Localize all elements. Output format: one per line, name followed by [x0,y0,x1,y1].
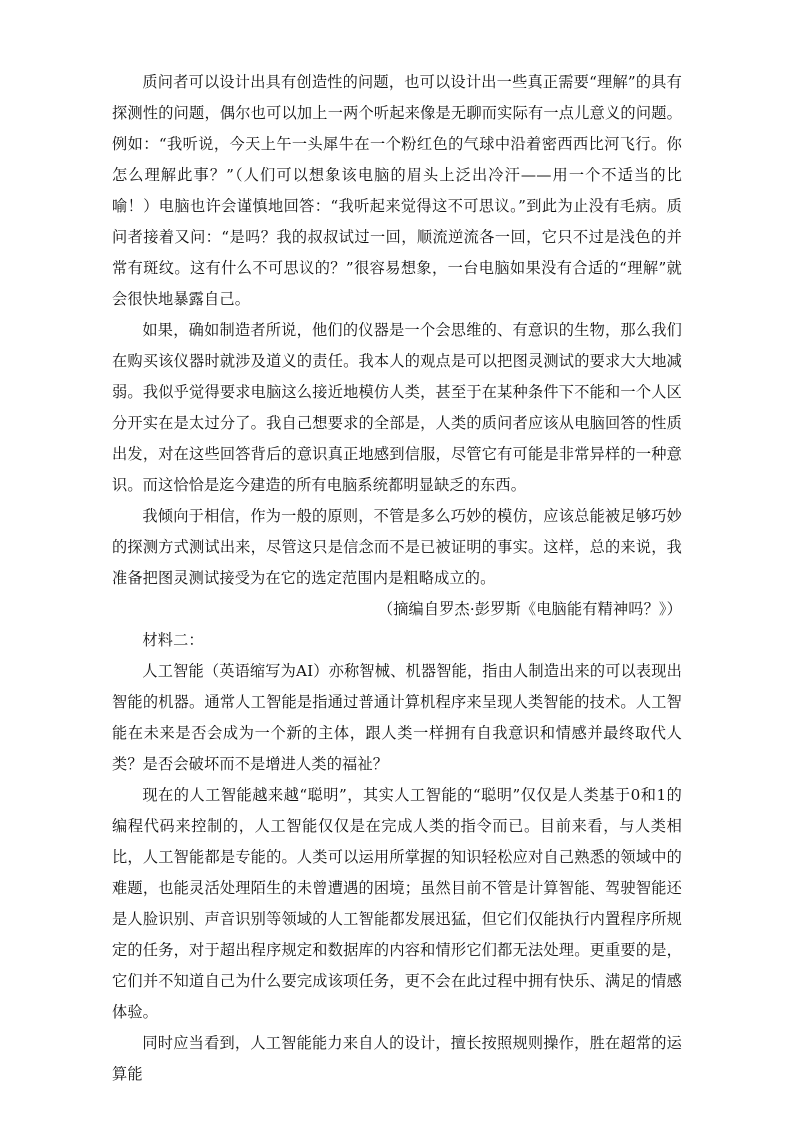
paragraph: 我倾向于相信，作为一般的原则，不管是多么巧妙的模仿，应该总能被足够巧妙的探测方式测试出来，尽管这只是信念而不是已被证明的事实。这样，总的来说，我准备把图灵测试接受为在它的选定范围内是粗略成立的。 [112,507,682,587]
section-heading: 材料二： [142,631,204,649]
paragraph: 同时应当看到，人工智能能力来自人的设计，擅长按照规则操作，胜在超常的运算能 [112,1034,682,1083]
paragraph: 质问者可以设计出具有创造性的问题，也可以设计出一些真正需要“理解”的具有探测性的问题，偶尔也可以加上一两个听起来像是无聊而实际有一点儿意义的问题。例如：“我听说，今天上午一头犀牛在一个粉红色的气球中沿着密西西比河飞行。你怎么理解此事？”（人们可以想象该电脑的眉头上泛出冷汗——用一个不适当的比喻！）电脑也许会谨慎地回答：“我听起来觉得这不可思议。”到此为止没有毛病。质问者接着又问：“是吗？我的叔叔试过一回，顺流逆流各一回，它只不过是浅色的并常有斑纹。这有什么不可思议的？”很容易想象，一台电脑如果没有合适的“理解”就会很快地暴露自己。 [112,73,682,308]
paragraph: 现在的人工智能越来越“聪明”，其实人工智能的“聪明”仅仅是人类基于0和1的编程代码来控制的，人工智能仅仅是在完成人类的指令而已。目前来看，与人类相比，人工智能都是专能的。人类可以运用所掌握的知识轻松应对自己熟悉的领域中的难题，也能灵活处理陌生的未曾遭遇的困境；虽然目前不管是计算智能、驾驶智能还是人脸识别、声音识别等领域的人工智能都发展迅猛，但它们仅能执行内置程序所规定的任务，对于超出程序规定和数据库的内容和情形它们都无法处理。更重要的是，它们并不知道自己为什么要完成该项任务，更不会在此过程中拥有快乐、满足的情感体验。 [112,786,682,1021]
source-citation: （摘编自罗杰·彭罗斯《电脑能有精神吗？》） [377,600,682,618]
paragraph: 人工智能（英语缩写为AI）亦称智械、机器智能，指由人制造出来的可以表现出智能的机器。通常人工智能是指通过普通计算机程序来呈现人类智能的技术。人工智能在未来是否会成为一个新的主体，跟人类一样拥有自我意识和情感并最终取代人类？是否会破坏而不是增进人类的福祉？ [112,662,682,773]
paragraph: 如果，确如制造者所说，他们的仪器是一个会思维的、有意识的生物，那么我们在购买该仪器时就涉及道义的责任。我本人的观点是可以把图灵测试的要求大大地减弱。我似乎觉得要求电脑这么接近地模仿人类，甚至于在某种条件下不能和一个人区分开实在是太过分了。我自己想要求的全部是，人类的质问者应该从电脑回答的性质出发，对在这些回答背后的意识真正地感到信服，尽管它有可能是非常异样的一种意识。而这恰恰是迄今建造的所有电脑系统都明显缺乏的东西。 [112,321,682,494]
document-body [112,67,682,1090]
